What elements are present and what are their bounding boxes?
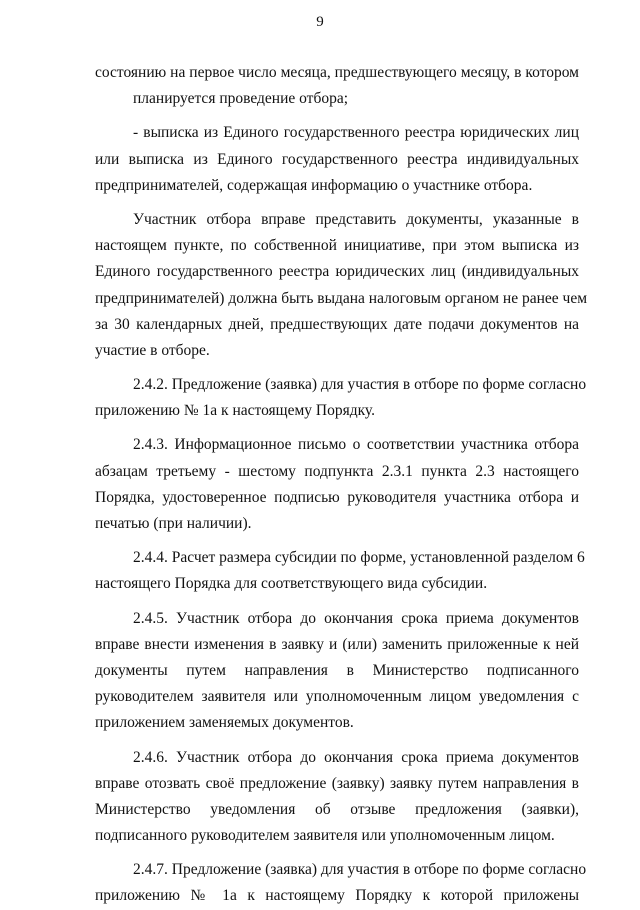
text-line: настоящем пункте, по собственной инициативе, при этом выписка из <box>95 237 579 255</box>
page-number: 9 <box>316 14 324 30</box>
document-body <box>95 60 588 910</box>
text-line: планируется проведение отбора; <box>133 90 349 108</box>
text-line: предпринимателей) должна быть выдана налоговым органом не ранее чем <box>95 289 588 307</box>
text-line: Порядка, удостоверенное подписью руководителя участника отбора и <box>95 488 579 506</box>
text-line: 2.4.4. Расчет размера субсидии по форме, установленной разделом 6 <box>133 549 585 567</box>
text-line: приложению № 1а к настоящему Порядку. <box>95 402 375 420</box>
text-line: подписанного руководителем заявителя или уполномоченным лицом. <box>95 827 555 845</box>
text-line: абзацам третьему - шестому подпункта 2.3.1 пункта 2.3 настоящего <box>95 462 579 480</box>
text-line: приложению № 1а к настоящему Порядку к которой приложены <box>95 887 579 905</box>
text-line: - выписка из Единого государственного реестра юридических лиц <box>133 124 579 142</box>
text-line: 2.4.2. Предложение (заявка) для участия в отборе по форме согласно <box>133 376 587 394</box>
text-line: вправе отозвать своё предложение (заявку) заявку путем направления в <box>95 774 579 792</box>
paragraph <box>95 606 579 737</box>
text-line: состоянию на первое число месяца, предшествующего месяцу, в котором <box>95 64 579 81</box>
text-line: документы путем направления в Министерство подписанного <box>95 661 579 679</box>
text-line: предпринимателей, содержащая информацию о участнике отбора. <box>95 176 533 194</box>
text-line: Участник отбора вправе представить документы, указанные в <box>133 210 579 228</box>
paragraph <box>95 207 588 364</box>
text-line: печатью (при наличии). <box>95 515 252 532</box>
paragraph <box>95 857 587 909</box>
text-line: Министерство уведомления об отзыве предложения (заявки), <box>95 800 579 818</box>
text-line: настоящего Порядка для соответствующего вида субсидии. <box>95 575 488 593</box>
text-line: участие в отборе. <box>95 341 210 359</box>
paragraph <box>95 60 579 112</box>
paragraph <box>95 372 587 424</box>
text-line: приложением заменяемых документов. <box>95 714 354 732</box>
text-line: Единого государственного реестра юридических лиц (индивидуальных <box>95 263 579 281</box>
paragraph <box>95 432 579 537</box>
text-line: 2.4.6. Участник отбора до окончания срока приема документов <box>133 748 579 766</box>
paragraph <box>95 745 579 850</box>
text-line: 2.4.3. Информационное письмо о соответствии участника отбора <box>133 436 579 454</box>
text-line: руководителем заявителя или уполномоченным лицом уведомления с <box>95 688 579 706</box>
text-line: за 30 календарных дней, предшествующих дате подачи документов на <box>95 315 579 333</box>
paragraph <box>95 120 579 199</box>
text-line: 2.4.5. Участник отбора до окончания срока приема документов <box>133 609 579 627</box>
text-line: вправе внести изменения в заявку и (или) заменить приложенные к ней <box>95 635 579 653</box>
text-line: или выписка из Единого государственного реестра индивидуальных <box>95 150 579 168</box>
text-line: 2.4.7. Предложение (заявка) для участия в отборе по форме согласно <box>133 861 587 879</box>
paragraph <box>95 545 585 597</box>
